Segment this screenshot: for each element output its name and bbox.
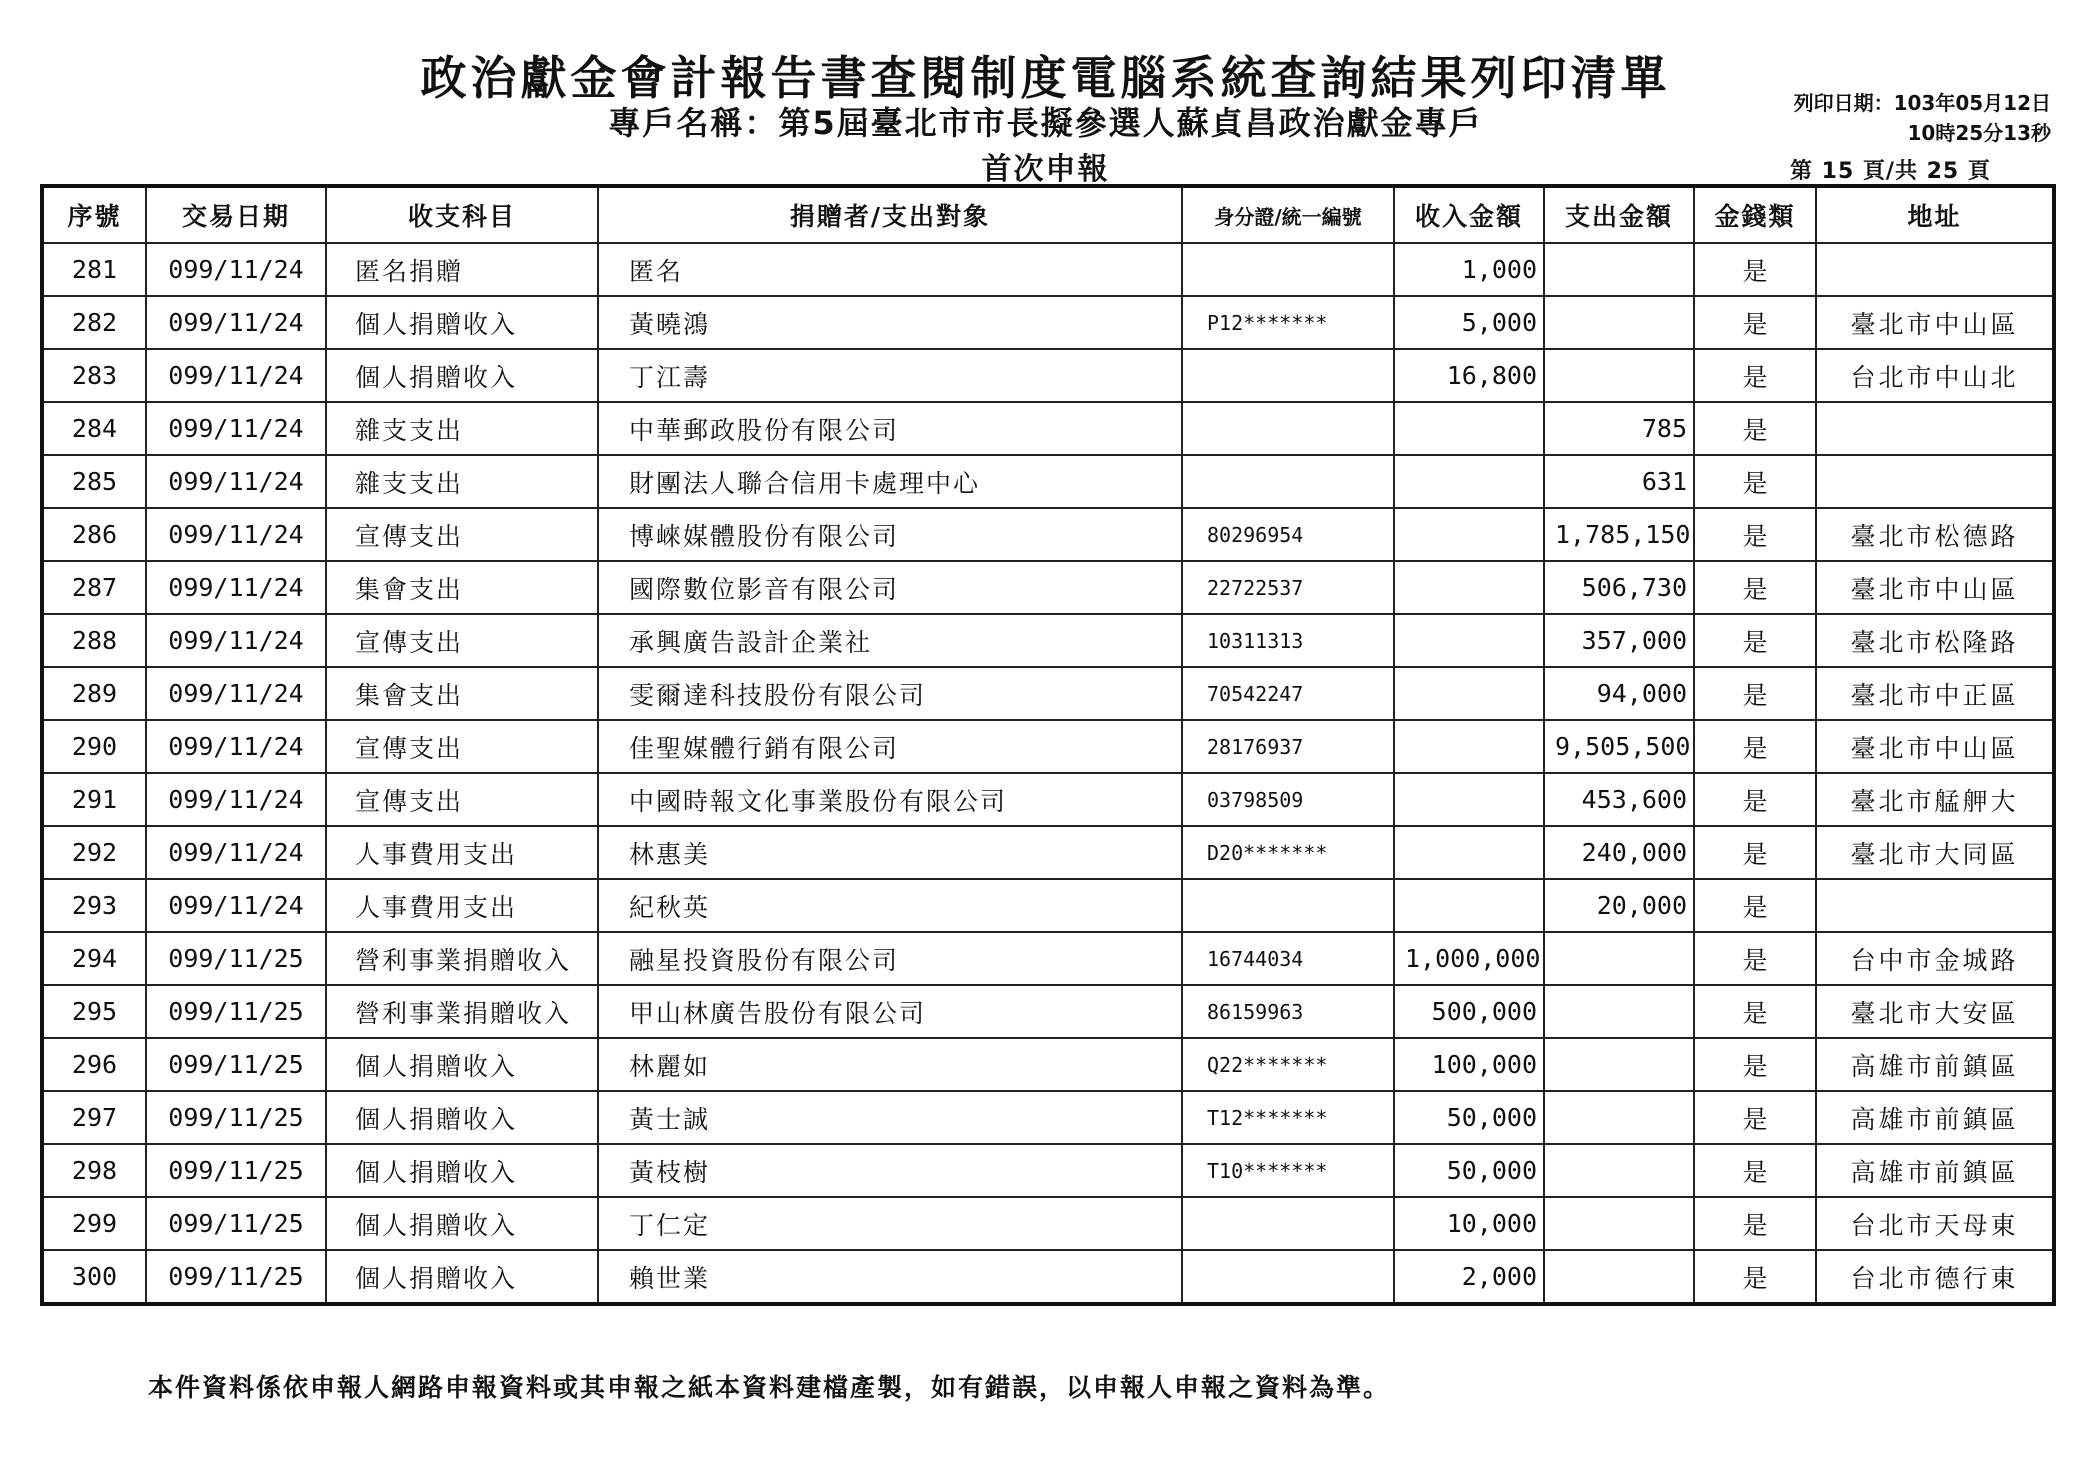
cell-date: 099/11/24	[146, 402, 326, 455]
cell-date: 099/11/25	[146, 932, 326, 985]
cell-seq: 289	[42, 667, 146, 720]
table-row	[42, 296, 2054, 349]
cell-category: 宣傳支出	[326, 773, 598, 826]
col-header-cash: 金錢類	[1694, 186, 1816, 243]
cell-party: 中國時報文化事業股份有限公司	[598, 773, 1182, 826]
cell-cash: 是	[1694, 879, 1816, 932]
cell-seq: 296	[42, 1038, 146, 1091]
cell-seq: 286	[42, 508, 146, 561]
cell-address: 臺北市中正區	[1816, 667, 2054, 720]
cell-expense	[1544, 985, 1694, 1038]
cell-id: D20*******	[1182, 826, 1394, 879]
cell-seq: 288	[42, 614, 146, 667]
cell-cash: 是	[1694, 349, 1816, 402]
cell-category: 宣傳支出	[326, 720, 598, 773]
cell-expense: 453,600	[1544, 773, 1694, 826]
cell-income: 1,000	[1394, 243, 1544, 296]
cell-category: 營利事業捐贈收入	[326, 985, 598, 1038]
cell-seq: 284	[42, 402, 146, 455]
cell-cash: 是	[1694, 455, 1816, 508]
cell-category: 集會支出	[326, 667, 598, 720]
cell-address: 臺北市中山區	[1816, 296, 2054, 349]
cell-address: 台北市中山北	[1816, 349, 2054, 402]
cell-address: 臺北市艋舺大	[1816, 773, 2054, 826]
cell-cash: 是	[1694, 932, 1816, 985]
cell-party: 黃士誠	[598, 1091, 1182, 1144]
cell-seq: 293	[42, 879, 146, 932]
cell-income	[1394, 508, 1544, 561]
cell-address: 臺北市松隆路	[1816, 614, 2054, 667]
cell-expense	[1544, 243, 1694, 296]
cell-income: 500,000	[1394, 985, 1544, 1038]
cell-income: 10,000	[1394, 1197, 1544, 1250]
cell-income	[1394, 402, 1544, 455]
cell-category: 個人捐贈收入	[326, 1091, 598, 1144]
cell-income	[1394, 879, 1544, 932]
cell-date: 099/11/25	[146, 1197, 326, 1250]
cell-id	[1182, 349, 1394, 402]
cell-address: 臺北市松德路	[1816, 508, 2054, 561]
cell-cash: 是	[1694, 667, 1816, 720]
cell-cash: 是	[1694, 1038, 1816, 1091]
cell-address: 臺北市大同區	[1816, 826, 2054, 879]
cell-date: 099/11/24	[146, 455, 326, 508]
cell-id	[1182, 243, 1394, 296]
cell-seq: 283	[42, 349, 146, 402]
cell-seq: 287	[42, 561, 146, 614]
cell-address	[1816, 402, 2054, 455]
cell-date: 099/11/24	[146, 561, 326, 614]
cell-cash: 是	[1694, 296, 1816, 349]
cell-expense: 240,000	[1544, 826, 1694, 879]
cell-expense	[1544, 1144, 1694, 1197]
cell-party: 匿名	[598, 243, 1182, 296]
cell-address	[1816, 243, 2054, 296]
table-row	[42, 508, 2054, 561]
cell-category: 人事費用支出	[326, 879, 598, 932]
table-row	[42, 561, 2054, 614]
cell-party: 國際數位影音有限公司	[598, 561, 1182, 614]
table-row	[42, 1197, 2054, 1250]
cell-date: 099/11/25	[146, 1091, 326, 1144]
cell-address: 高雄市前鎮區	[1816, 1038, 2054, 1091]
cell-party: 林惠美	[598, 826, 1182, 879]
cell-id: 22722537	[1182, 561, 1394, 614]
cell-seq: 292	[42, 826, 146, 879]
table-row	[42, 879, 2054, 932]
cell-expense	[1544, 1197, 1694, 1250]
col-header-party: 捐贈者/支出對象	[598, 186, 1182, 243]
cell-category: 匿名捐贈	[326, 243, 598, 296]
cell-id: 16744034	[1182, 932, 1394, 985]
cell-seq: 298	[42, 1144, 146, 1197]
cell-id: 03798509	[1182, 773, 1394, 826]
cell-cash: 是	[1694, 243, 1816, 296]
cell-category: 雜支支出	[326, 455, 598, 508]
cell-cash: 是	[1694, 614, 1816, 667]
cell-id: 70542247	[1182, 667, 1394, 720]
print-date: 列印日期：103年05月12日	[1793, 91, 2051, 115]
cell-category: 個人捐贈收入	[326, 296, 598, 349]
cell-category: 個人捐贈收入	[326, 349, 598, 402]
cell-party: 丁仁定	[598, 1197, 1182, 1250]
cell-cash: 是	[1694, 773, 1816, 826]
cell-id: 86159963	[1182, 985, 1394, 1038]
col-header-id: 身分證/統一編號	[1182, 186, 1394, 243]
table-row	[42, 826, 2054, 879]
cell-party: 承興廣告設計企業社	[598, 614, 1182, 667]
cell-address	[1816, 455, 2054, 508]
cell-income	[1394, 720, 1544, 773]
cell-party: 紀秋英	[598, 879, 1182, 932]
cell-address	[1816, 879, 2054, 932]
account-name: 專戶名稱：第5屆臺北市市長擬參選人蘇貞昌政治獻金專戶	[608, 104, 1483, 142]
cell-seq: 282	[42, 296, 146, 349]
cell-category: 個人捐贈收入	[326, 1250, 598, 1304]
cell-id	[1182, 879, 1394, 932]
cell-category: 個人捐贈收入	[326, 1038, 598, 1091]
cell-party: 中華郵政股份有限公司	[598, 402, 1182, 455]
cell-cash: 是	[1694, 402, 1816, 455]
cell-address: 台中市金城路	[1816, 932, 2054, 985]
col-header-category: 收支科目	[326, 186, 598, 243]
table-row	[42, 932, 2054, 985]
cell-income: 16,800	[1394, 349, 1544, 402]
cell-expense	[1544, 349, 1694, 402]
col-header-seq: 序號	[42, 186, 146, 243]
cell-category: 個人捐贈收入	[326, 1197, 598, 1250]
cell-cash: 是	[1694, 720, 1816, 773]
cell-category: 個人捐贈收入	[326, 1144, 598, 1197]
print-info	[1794, 88, 2051, 148]
cell-address: 高雄市前鎮區	[1816, 1144, 2054, 1197]
cell-party: 甲山林廣告股份有限公司	[598, 985, 1182, 1038]
table-header-row	[42, 186, 2054, 243]
cell-address: 臺北市中山區	[1816, 561, 2054, 614]
table-row	[42, 349, 2054, 402]
cell-expense: 357,000	[1544, 614, 1694, 667]
cell-address: 臺北市中山區	[1816, 720, 2054, 773]
cell-date: 099/11/24	[146, 826, 326, 879]
col-header-address: 地址	[1816, 186, 2054, 243]
cell-cash: 是	[1694, 1197, 1816, 1250]
cell-cash: 是	[1694, 1144, 1816, 1197]
cell-seq: 285	[42, 455, 146, 508]
cell-category: 宣傳支出	[326, 614, 598, 667]
cell-income: 5,000	[1394, 296, 1544, 349]
cell-expense	[1544, 932, 1694, 985]
table-row	[42, 1250, 2054, 1304]
cell-address: 臺北市大安區	[1816, 985, 2054, 1038]
cell-date: 099/11/25	[146, 1144, 326, 1197]
cell-party: 佳聖媒體行銷有限公司	[598, 720, 1182, 773]
cell-date: 099/11/24	[146, 773, 326, 826]
cell-id	[1182, 1250, 1394, 1304]
cell-expense	[1544, 1091, 1694, 1144]
cell-date: 099/11/24	[146, 508, 326, 561]
table-body	[42, 243, 2054, 1304]
cell-id: 80296954	[1182, 508, 1394, 561]
cell-party: 博崍媒體股份有限公司	[598, 508, 1182, 561]
cell-party: 賴世業	[598, 1250, 1182, 1304]
cell-cash: 是	[1694, 1091, 1816, 1144]
cell-expense: 9,505,500	[1544, 720, 1694, 773]
col-header-expense: 支出金額	[1544, 186, 1694, 243]
table-row	[42, 720, 2054, 773]
cell-category: 人事費用支出	[326, 826, 598, 879]
cell-party: 融星投資股份有限公司	[598, 932, 1182, 985]
cell-date: 099/11/24	[146, 349, 326, 402]
cell-id	[1182, 1197, 1394, 1250]
col-header-income: 收入金額	[1394, 186, 1544, 243]
cell-income	[1394, 667, 1544, 720]
cell-party: 丁江壽	[598, 349, 1182, 402]
cell-income: 50,000	[1394, 1091, 1544, 1144]
cell-party: 財團法人聯合信用卡處理中心	[598, 455, 1182, 508]
cell-seq: 297	[42, 1091, 146, 1144]
cell-expense: 785	[1544, 402, 1694, 455]
cell-id: 10311313	[1182, 614, 1394, 667]
table-row	[42, 985, 2054, 1038]
cell-seq: 300	[42, 1250, 146, 1304]
cell-party: 黃曉鴻	[598, 296, 1182, 349]
cell-expense: 506,730	[1544, 561, 1694, 614]
cell-date: 099/11/24	[146, 667, 326, 720]
cell-income	[1394, 773, 1544, 826]
table-row	[42, 1144, 2054, 1197]
cell-address: 高雄市前鎮區	[1816, 1091, 2054, 1144]
cell-id: Q22*******	[1182, 1038, 1394, 1091]
cell-id	[1182, 402, 1394, 455]
cell-id: P12*******	[1182, 296, 1394, 349]
cell-income	[1394, 614, 1544, 667]
cell-party: 雯爾達科技股份有限公司	[598, 667, 1182, 720]
cell-category: 集會支出	[326, 561, 598, 614]
cell-expense: 20,000	[1544, 879, 1694, 932]
ledger-table	[40, 184, 2056, 1306]
cell-date: 099/11/24	[146, 296, 326, 349]
cell-id: 28176937	[1182, 720, 1394, 773]
cell-date: 099/11/25	[146, 1250, 326, 1304]
cell-date: 099/11/24	[146, 879, 326, 932]
cell-address: 台北市天母東	[1816, 1197, 2054, 1250]
cell-expense	[1544, 1038, 1694, 1091]
col-header-date: 交易日期	[146, 186, 326, 243]
cell-cash: 是	[1694, 985, 1816, 1038]
cell-income: 2,000	[1394, 1250, 1544, 1304]
cell-category: 宣傳支出	[326, 508, 598, 561]
cell-id: T10*******	[1182, 1144, 1394, 1197]
report-type: 首次申報	[981, 152, 1110, 187]
cell-expense	[1544, 1250, 1694, 1304]
cell-address: 台北市德行東	[1816, 1250, 2054, 1304]
table-row	[42, 1038, 2054, 1091]
cell-income	[1394, 455, 1544, 508]
cell-income	[1394, 561, 1544, 614]
cell-date: 099/11/25	[146, 1038, 326, 1091]
table-row	[42, 455, 2054, 508]
cell-id	[1182, 455, 1394, 508]
cell-seq: 281	[42, 243, 146, 296]
page-indicator: 第 15 頁/共 25 頁	[1790, 159, 1991, 184]
footer-note: 本件資料係依申報人網路申報資料或其申報之紙本資料建檔產製，如有錯誤，以申報人申報之資料為準。	[148, 1373, 1391, 1402]
table-row	[42, 402, 2054, 455]
cell-income	[1394, 826, 1544, 879]
cell-date: 099/11/24	[146, 614, 326, 667]
cell-income: 50,000	[1394, 1144, 1544, 1197]
cell-income: 1,000,000	[1394, 932, 1544, 985]
cell-expense: 631	[1544, 455, 1694, 508]
table-row	[42, 1091, 2054, 1144]
cell-seq: 291	[42, 773, 146, 826]
cell-date: 099/11/24	[146, 243, 326, 296]
cell-cash: 是	[1694, 826, 1816, 879]
table-row	[42, 667, 2054, 720]
cell-party: 林麗如	[598, 1038, 1182, 1091]
cell-cash: 是	[1694, 561, 1816, 614]
cell-expense: 1,785,150	[1544, 508, 1694, 561]
table-row	[42, 243, 2054, 296]
cell-expense: 94,000	[1544, 667, 1694, 720]
cell-seq: 290	[42, 720, 146, 773]
cell-cash: 是	[1694, 1250, 1816, 1304]
page-title: 政治獻金會計報告書查閱制度電腦系統查詢結果列印清單	[420, 51, 1671, 105]
cell-date: 099/11/24	[146, 720, 326, 773]
table-row	[42, 773, 2054, 826]
cell-seq: 294	[42, 932, 146, 985]
cell-cash: 是	[1694, 508, 1816, 561]
table-row	[42, 614, 2054, 667]
cell-seq: 295	[42, 985, 146, 1038]
cell-category: 營利事業捐贈收入	[326, 932, 598, 985]
cell-party: 黃枝樹	[598, 1144, 1182, 1197]
cell-id: T12*******	[1182, 1091, 1394, 1144]
cell-date: 099/11/25	[146, 985, 326, 1038]
cell-category: 雜支支出	[326, 402, 598, 455]
print-time: 10時25分13秒	[1907, 121, 2051, 145]
cell-income: 100,000	[1394, 1038, 1544, 1091]
cell-seq: 299	[42, 1197, 146, 1250]
cell-expense	[1544, 296, 1694, 349]
